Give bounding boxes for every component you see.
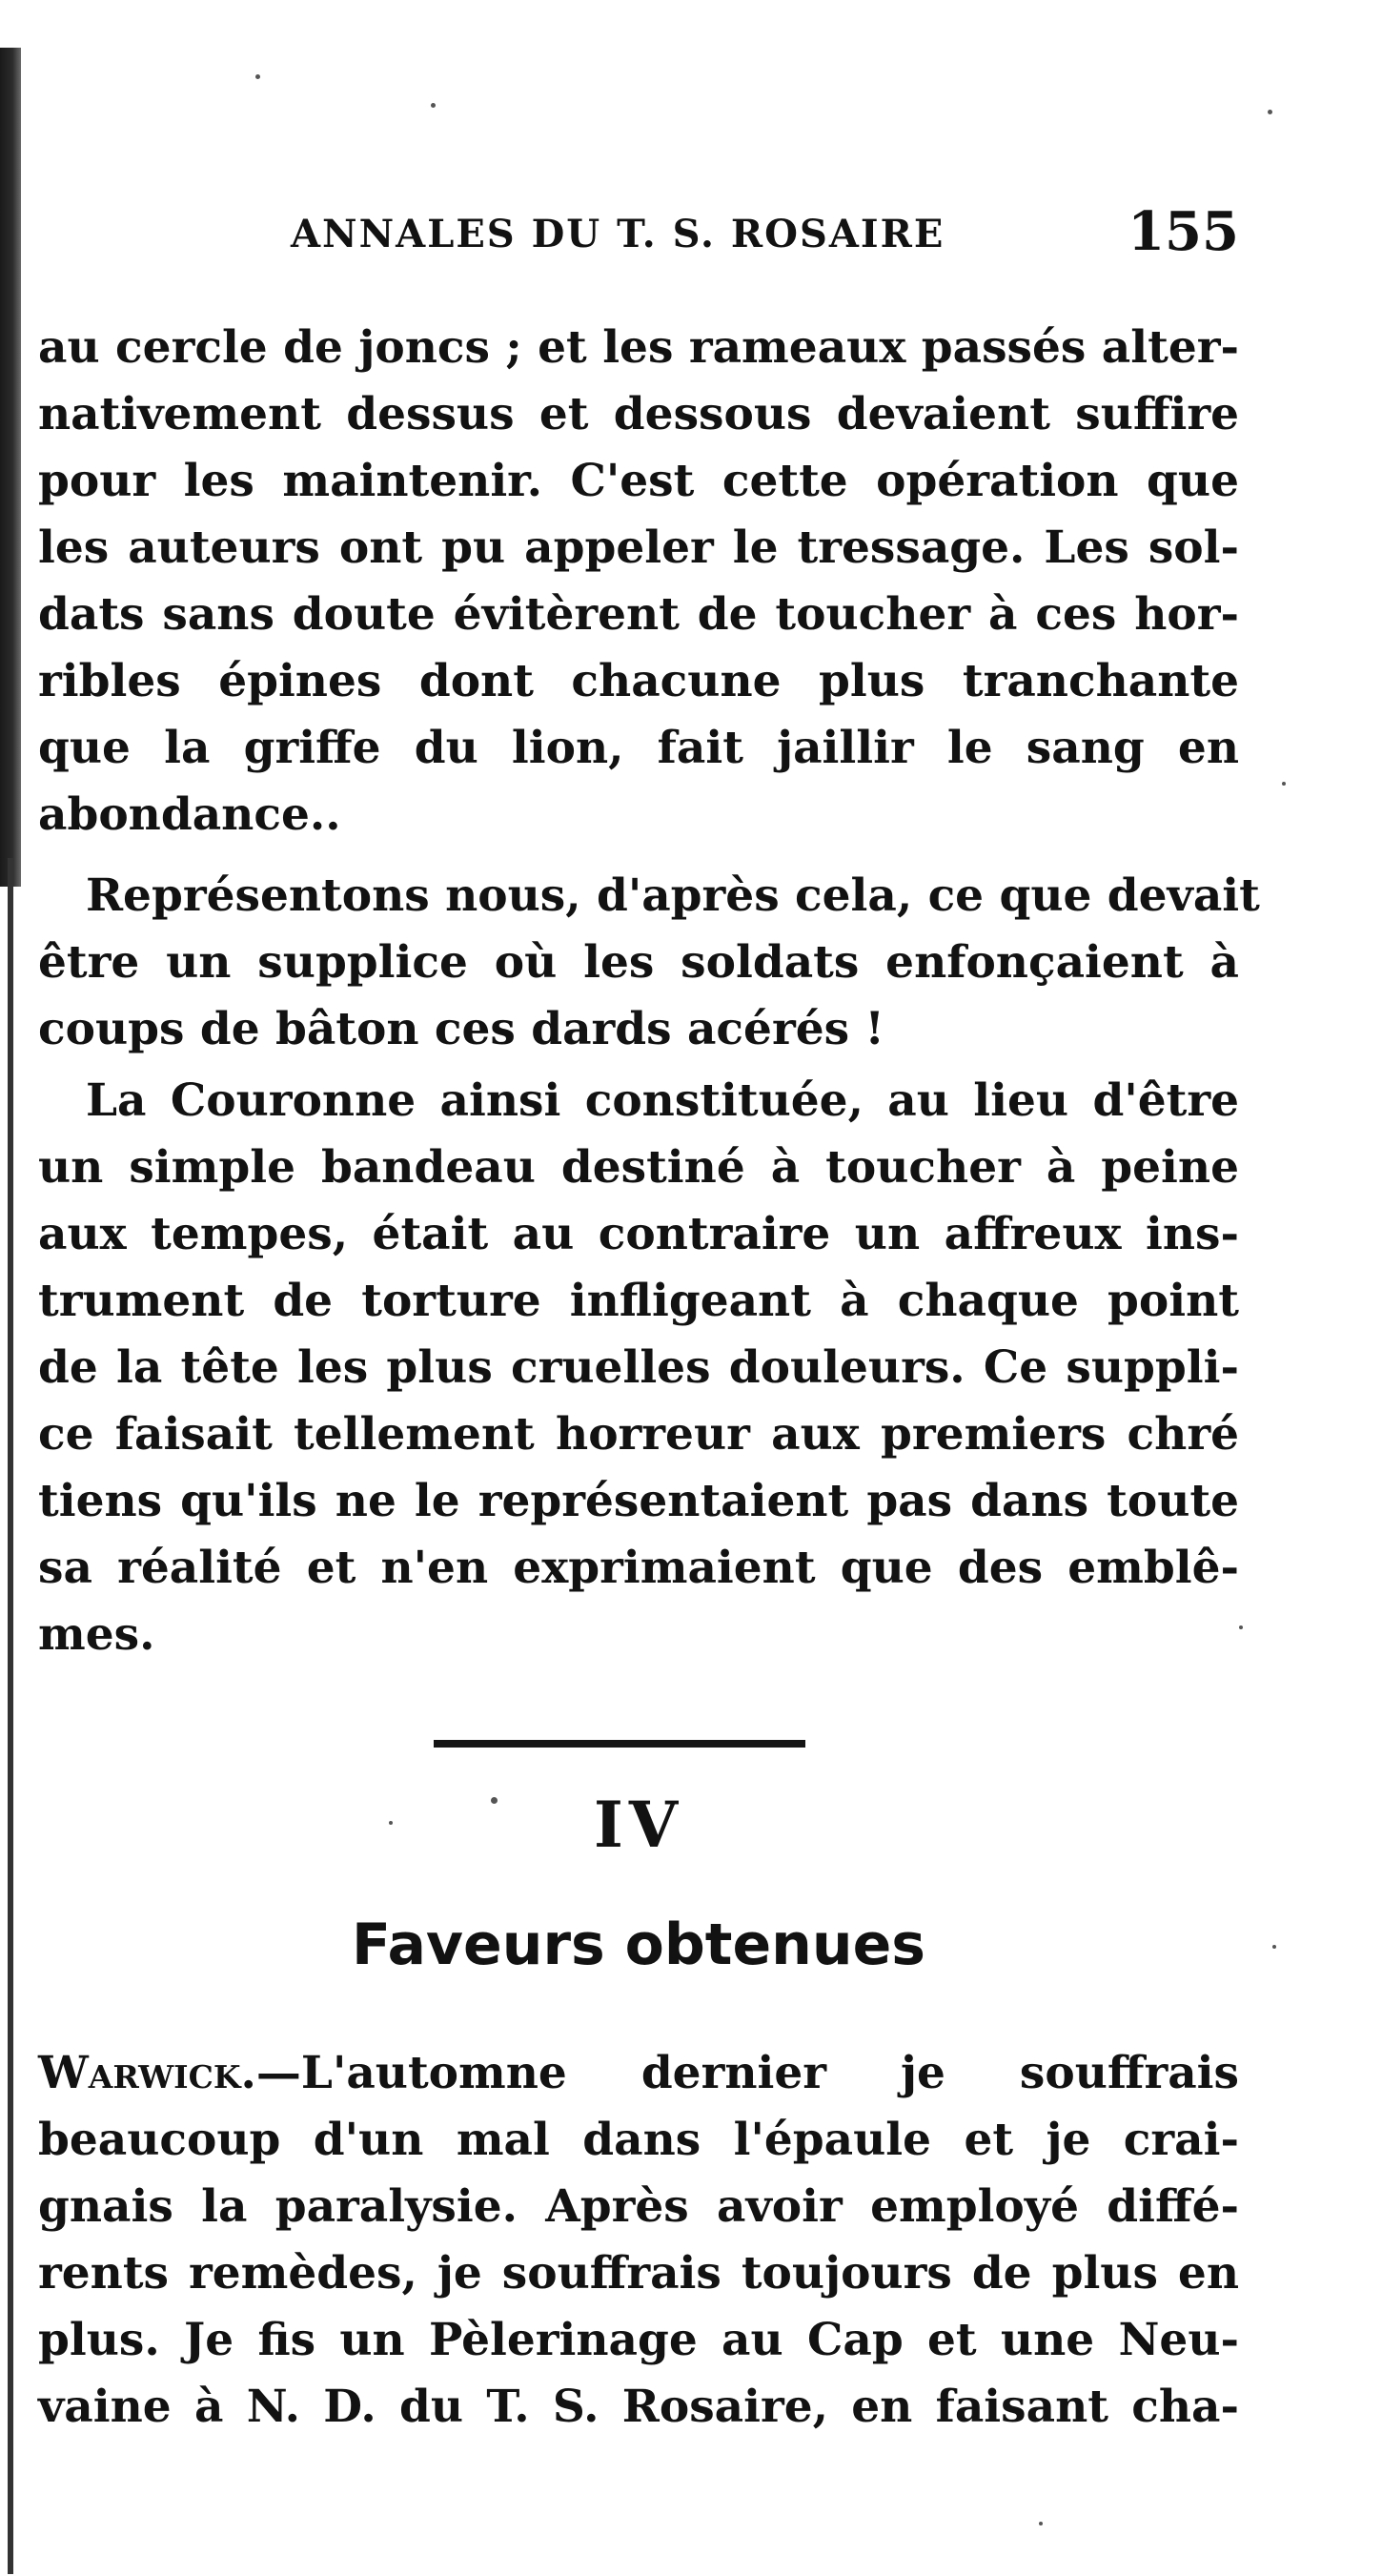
page-header: [38, 200, 1239, 267]
text-line: un simple bandeau destiné à toucher à peine: [38, 1141, 1239, 1194]
text-line: abondance..: [38, 788, 341, 841]
text-line: dats sans doute évitèrent de toucher à ces hor-: [38, 588, 1239, 641]
text-line: nativement dessus et dessous devaient suffire: [38, 388, 1239, 440]
testimony-text: —L'automne dernier je souffrais: [255, 2047, 1239, 2099]
text-line: vaine à N. D. du T. S. Rosaire, en faisant cha-: [38, 2381, 1239, 2433]
text-line: ribles épines dont chacune plus tranchante: [38, 655, 1239, 707]
scan-speck: [1282, 782, 1286, 786]
text-line: mes.: [38, 1608, 155, 1661]
text-line: pour les maintenir. C'est cette opération que: [38, 455, 1239, 507]
text-line-first: [38, 2040, 1239, 2107]
scan-speck: [491, 1797, 498, 1804]
text-line: que la griffe du lion, fait jaillir le sang en: [38, 722, 1239, 774]
text-line: La Couronne ainsi constituée, au lieu d'être: [86, 1074, 1239, 1127]
scan-speck: [255, 74, 260, 79]
scan-speck: [1268, 110, 1272, 114]
text-line: plus. Je fis un Pèlerinage au Cap et une Neu-: [38, 2314, 1239, 2366]
text-line: rents remèdes, je souffrais toujours de plus en: [38, 2247, 1239, 2300]
section-rule: [434, 1740, 805, 1748]
scan-speck: [1039, 2522, 1043, 2525]
section-title: Faveurs obtenues: [351, 1912, 926, 1978]
text-line: ce faisait tellement horreur aux premiers chré: [38, 1408, 1239, 1461]
text-line: sa réalité et n'en exprimaient que des emblê-: [38, 1542, 1239, 1594]
scan-speck: [1239, 1625, 1243, 1629]
text-line: tiens qu'ils ne le représentaient pas dans toute: [38, 1475, 1239, 1527]
scan-speck: [431, 103, 436, 108]
scan-speck: [1272, 1945, 1276, 1949]
text-line: au cercle de joncs ; et les rameaux passés alter-: [38, 321, 1239, 374]
text-line: être un supplice où les soldats enfonçaient à: [38, 936, 1239, 989]
text-line: beaucoup d'un mal dans l'épaule et je crai-: [38, 2114, 1239, 2166]
text-line: Représentons nous, d'après cela, ce que devait: [86, 869, 1260, 922]
text-line: trument de torture infligeant à chaque point: [38, 1275, 1239, 1327]
binding-edge-line: [8, 858, 13, 2574]
section-number: IV: [593, 1788, 684, 1862]
text-line: coups de bâton ces dards acérés !: [38, 1003, 885, 1055]
text-line: aux tempes, était au contraire un affreux ins-: [38, 1208, 1239, 1260]
page-number: 155: [1128, 200, 1239, 263]
text-line: de la tête les plus cruelles douleurs. Ce suppli-: [38, 1341, 1239, 1394]
text-line: les auteurs ont pu appeler le tressage. Les sol-: [38, 521, 1239, 574]
text-line: gnais la paralysie. Après avoir employé diffé-: [38, 2180, 1239, 2233]
scan-speck: [389, 1821, 393, 1825]
binding-edge: [0, 48, 21, 887]
testimony-place: Warwick.: [38, 2047, 256, 2099]
running-title: ANNALES DU T. S. ROSAIRE: [291, 212, 945, 256]
